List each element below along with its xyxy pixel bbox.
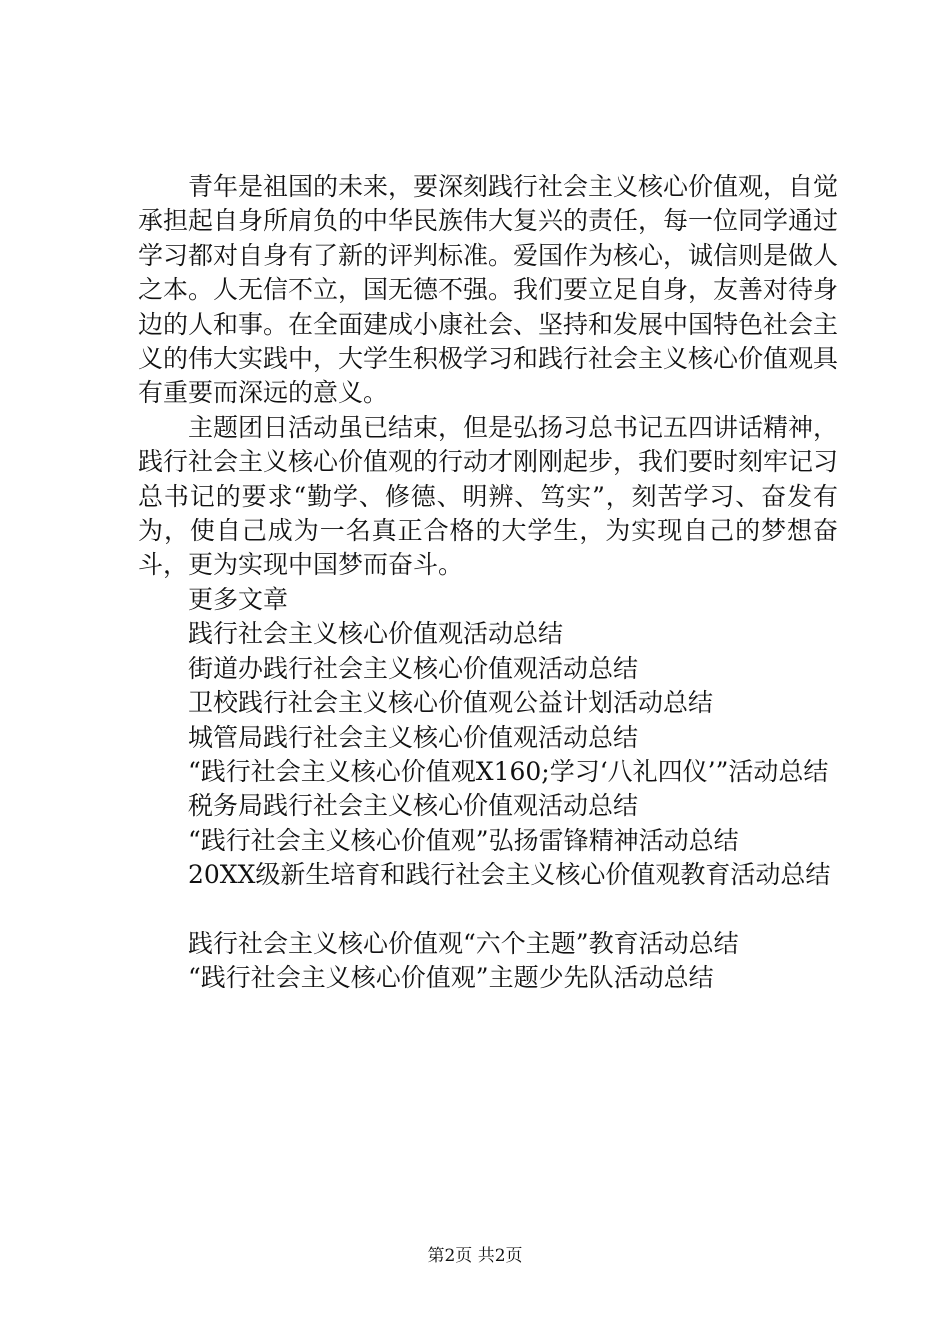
article-link[interactable]: “践行社会主义核心价值观”弘扬雷锋精神活动总结 [188, 825, 739, 855]
article-link[interactable]: 税务局践行社会主义核心价值观活动总结 [188, 791, 639, 821]
article-link[interactable]: 践行社会主义核心价值观活动总结 [188, 619, 564, 649]
article-link[interactable]: 践行社会主义核心价值观“六个主题”教育活动总结 [188, 928, 739, 958]
article-link[interactable]: 卫校践行社会主义核心价值观公益计划活动总结 [188, 688, 714, 718]
body-paragraph: 青年是祖国的未来，要深刻践行社会主义核心价值观，自觉承担起自身所肩负的中华民族伟大复兴的责任，每一位同学通过学习都对自身有了新的评判标准。爱国作为核心，诚信则是做人之本。人无信不立，国无德不强。我们要立足自身，友善对待身边的人和事。在全面建成小康社会、坚持和发展中国特色社会主义的伟大实践中，大学生积极学习和践行社会主义核心价值观具有重要而深远的意义。 [138, 172, 839, 408]
more-articles-list [138, 617, 838, 995]
document-body [138, 170, 838, 996]
page-number-footer: 第2页 共2页 [427, 1246, 523, 1266]
article-link[interactable]: 街道办践行社会主义核心价值观活动总结 [188, 653, 639, 683]
article-link[interactable]: 城管局践行社会主义核心价值观活动总结 [188, 722, 639, 752]
body-paragraph: 主题团日活动虽已结束，但是弘扬习总书记五四讲话精神，践行社会主义核心价值观的行动才刚刚起步，我们要时刻牢记习总书记的要求“勤学、修德、明辨、笃实”，刻苦学习、奋发有为，使自己成为一名真正合格的大学生，为实现自己的梦想奋斗，更为实现中国梦而奋斗。 [138, 412, 839, 580]
more-articles-heading: 更多文章 [188, 584, 289, 614]
article-link[interactable]: 20XX级新生培育和践行社会主义核心价值观教育活动总结 [188, 860, 831, 890]
article-link[interactable]: “践行社会主义核心价值观”主题少先队活动总结 [188, 963, 714, 993]
list-spacer [138, 893, 838, 927]
article-link[interactable]: “践行社会主义核心价值观X160;学习‘八礼四仪’”活动总结 [188, 756, 829, 786]
